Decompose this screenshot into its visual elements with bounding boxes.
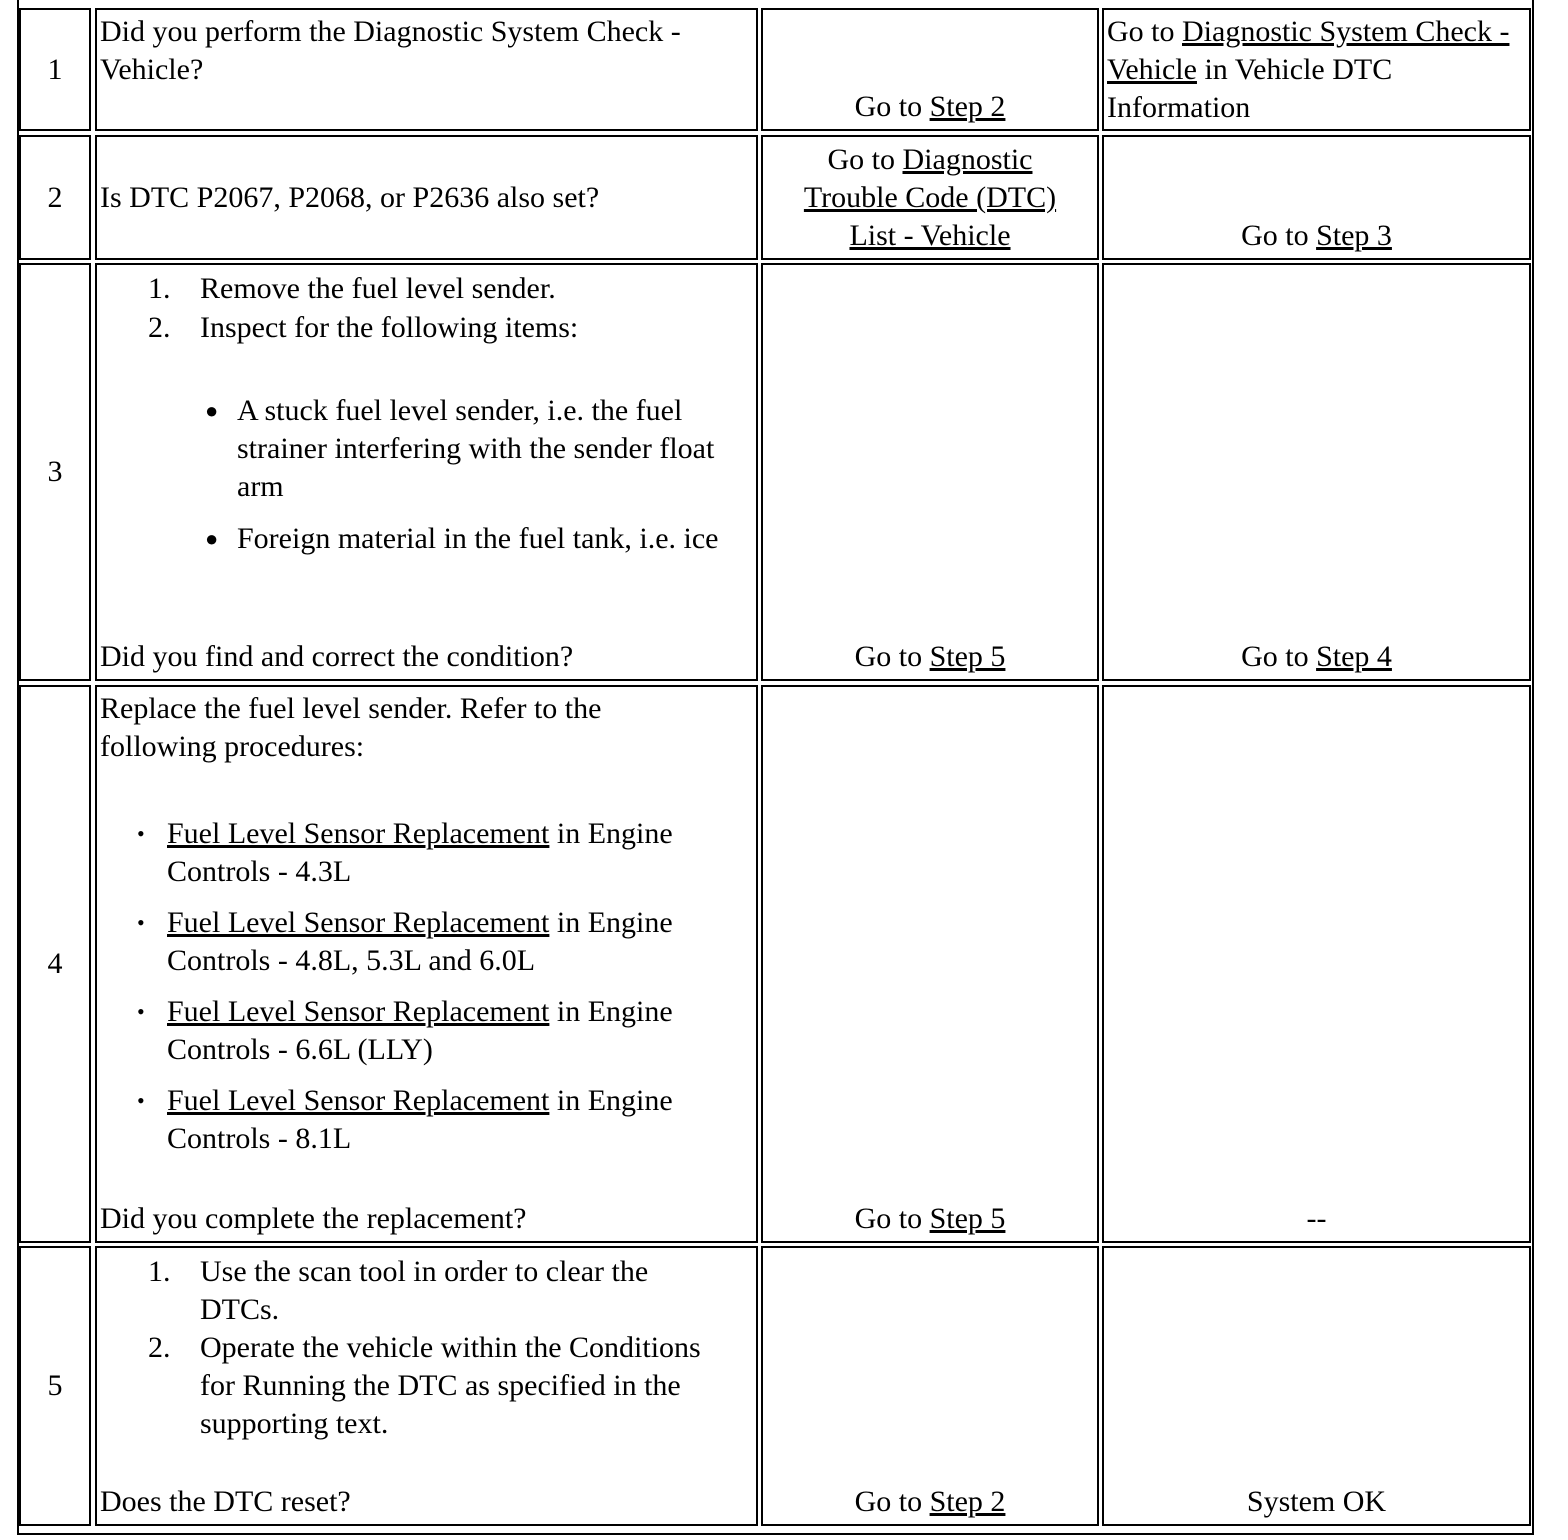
- step-link[interactable]: Step 3: [1316, 219, 1392, 252]
- no-cell: [1102, 1246, 1531, 1526]
- question-text: Does the DTC reset?: [100, 1485, 351, 1518]
- action-cell: [95, 1246, 758, 1526]
- step-link[interactable]: Step 2: [929, 90, 1006, 123]
- action-cell: [95, 685, 758, 1243]
- action-cell: [95, 8, 758, 131]
- step-number-cell: [19, 685, 91, 1243]
- step-number: 4: [47, 947, 63, 980]
- step-number: 5: [47, 1369, 63, 1402]
- yes-cell: Go to Diagnostic Trouble Code (DTC) List - Vehicle: [761, 135, 1099, 260]
- step-link[interactable]: Step 2: [929, 1485, 1006, 1518]
- no-result-text: System OK: [1246, 1485, 1387, 1518]
- action-cell: [95, 135, 758, 260]
- list-item: • Fuel Level Sensor Replacement in Engine Controls - 4.3L: [137, 817, 673, 888]
- yes-cell: Go to Step 5: [761, 263, 1099, 681]
- action-text: Did you perform the Diagnostic System Check - Vehicle?: [100, 15, 681, 86]
- list-item: 1. Use the scan tool in order to clear the DTCs.: [148, 1255, 649, 1326]
- yes-cell: Go to Step 2: [761, 1246, 1099, 1526]
- dtc-list-link[interactable]: Diagnostic Trouble Code (DTC) List - Vehicle: [803, 143, 1057, 252]
- list-item: ● Foreign material in the fuel tank, i.e. ice: [205, 522, 719, 555]
- step-link[interactable]: Step 5: [929, 1202, 1006, 1235]
- list-item: ● A stuck fuel level sender, i.e. the fuel strainer interfering with the sender float arm: [205, 394, 715, 503]
- question-text: Did you complete the replacement?: [100, 1202, 527, 1235]
- yes-cell: Go to Step 2: [761, 8, 1099, 131]
- list-item: • Fuel Level Sensor Replacement in Engine Controls - 8.1L: [137, 1084, 673, 1155]
- instruction-list: [100, 270, 752, 347]
- no-cell: Go to Step 4: [1102, 263, 1531, 681]
- no-cell: [1102, 685, 1531, 1243]
- fuel-level-sensor-replacement-link[interactable]: Fuel Level Sensor Replacement: [167, 817, 550, 850]
- step-number-cell: [19, 263, 91, 681]
- yes-cell: Go to Step 5: [761, 685, 1099, 1243]
- question-text: Did you find and correct the condition?: [100, 640, 574, 673]
- list-item: • Fuel Level Sensor Replacement in Engine Controls - 4.8L, 5.3L and 6.0L: [137, 906, 673, 977]
- step-number-cell: [19, 8, 91, 131]
- intro-text: Replace the fuel level sender. Refer to the following procedures:: [100, 692, 602, 763]
- no-cell: Go to Step 3: [1102, 135, 1531, 260]
- no-cell: Go to Diagnostic System Check - Vehicle in Vehicle DTC Information: [1102, 8, 1531, 131]
- list-item: 2. Operate the vehicle within the Conditions for Running the DTC as specified in the supporting text.: [148, 1331, 701, 1440]
- procedure-list: [137, 815, 738, 1158]
- bullet-list: [205, 392, 740, 558]
- step-number: 2: [47, 180, 63, 214]
- step-number-cell: [19, 135, 91, 260]
- step-number: 1: [47, 52, 63, 86]
- list-item: • Fuel Level Sensor Replacement in Engine Controls - 6.6L (LLY): [137, 995, 673, 1066]
- diagnostic-system-check-link[interactable]: Diagnostic System Check - Vehicle: [1107, 15, 1510, 86]
- action-cell: [95, 263, 758, 681]
- step-number-cell: [19, 1246, 91, 1526]
- step-link[interactable]: Step 5: [929, 640, 1006, 673]
- fuel-level-sensor-replacement-link[interactable]: Fuel Level Sensor Replacement: [167, 995, 550, 1028]
- no-result-text: --: [1306, 1202, 1327, 1235]
- action-text: Is DTC P2067, P2068, or P2636 also set?: [100, 180, 600, 214]
- instruction-list: [100, 1253, 706, 1443]
- list-item: 1. Remove the fuel level sender.: [148, 272, 556, 305]
- step-number: 3: [47, 455, 63, 488]
- fuel-level-sensor-replacement-link[interactable]: Fuel Level Sensor Replacement: [167, 906, 550, 939]
- fuel-level-sensor-replacement-link[interactable]: Fuel Level Sensor Replacement: [167, 1084, 550, 1117]
- list-item: 2. Inspect for the following items:: [148, 311, 579, 344]
- step-link[interactable]: Step 4: [1316, 640, 1392, 673]
